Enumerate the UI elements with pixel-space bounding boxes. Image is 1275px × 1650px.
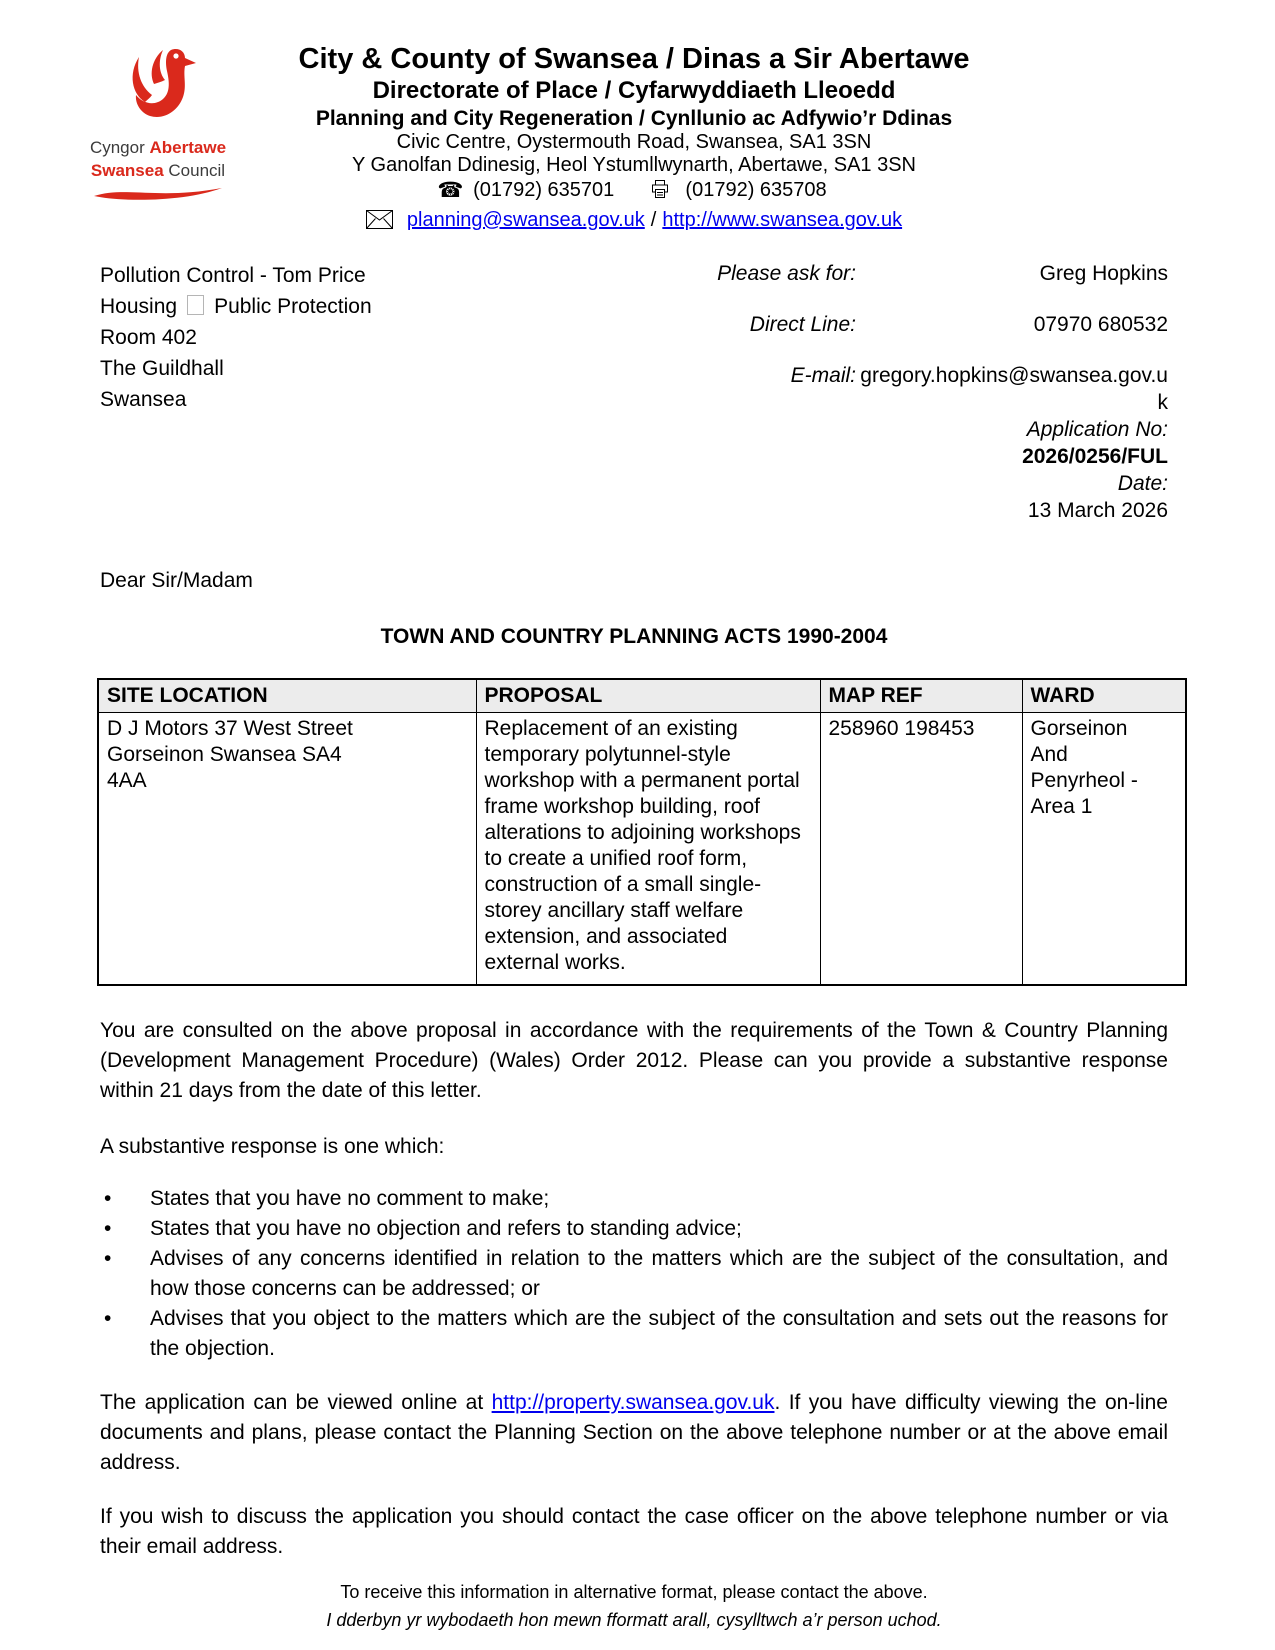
recipient-line-5: Swansea: [100, 388, 187, 411]
missing-glyph-box: [187, 295, 204, 315]
bullet-item: [100, 1304, 1168, 1364]
envelope-icon: [366, 210, 393, 229]
bullet-dot: •: [104, 1247, 112, 1270]
bullet-dot: •: [104, 1217, 112, 1240]
address-english: Civic Centre, Oystermouth Road, Swansea, SA1 3SN: [396, 131, 872, 153]
info-row: [100, 260, 1168, 524]
recipient-block: [100, 260, 686, 524]
website-link[interactable]: http://www.swansea.gov.uk: [662, 209, 903, 231]
application-no-value: 2026/0256/FUL: [1022, 445, 1168, 468]
recipient-line-2b: Public Protection: [214, 295, 372, 318]
proposal-text: Replacement of an existing temporary polytunnel-style workshop with a permanent portal frame workshop building, roof alterations to adjoining workshops to create a unified roof form, construction of a small single-storey ancillary staff welfare extension, and associated external works.: [484, 717, 801, 974]
recipient-line-4: The Guildhall: [100, 357, 224, 380]
fax-icon: [650, 179, 670, 199]
application-link[interactable]: http://property.swansea.gov.uk: [491, 1391, 775, 1414]
table-header-proposal: PROPOSAL: [476, 679, 820, 713]
table-header-ward: WARD: [1022, 679, 1186, 713]
logo-cyngor: Cyngor: [89, 138, 145, 157]
bullet-item: [100, 1214, 1168, 1244]
email-row: [686, 362, 1168, 416]
swan-phoenix-icon: [119, 46, 197, 136]
bullet-text-4: Advises that you object to the matters which are the subject of the consultation and sets out the reasons for the objection.: [150, 1307, 1168, 1360]
phone-fax-line: [100, 178, 1168, 203]
proposal-cell: [476, 713, 820, 986]
table-header-row: [98, 679, 1186, 713]
footer: [100, 1578, 1168, 1634]
ward-cell: [1022, 713, 1186, 986]
ask-for-row: [686, 260, 1168, 287]
bullet-dot: •: [104, 1187, 112, 1210]
phone-number: (01792) 635701: [473, 179, 615, 201]
site-location-cell: [98, 713, 476, 986]
page-title: City & County of Swansea / Dinas a Sir Abertawe: [298, 43, 970, 75]
substantive-intro: A substantive response is one which:: [100, 1135, 445, 1158]
recipient-line-2a: Housing: [100, 295, 178, 318]
bullet-text-1: States that you have no comment to make;: [150, 1187, 550, 1210]
view-online-before: The application can be viewed online at: [100, 1391, 492, 1414]
recipient-line-1: Pollution Control - Tom Price: [100, 264, 366, 287]
planning-acts-heading: TOWN AND COUNTRY PLANNING ACTS 1990-2004: [380, 625, 888, 648]
bullet-item: [100, 1184, 1168, 1214]
phone-icon: ☎: [437, 178, 464, 202]
address-welsh: Y Ganolfan Ddinesig, Heol Ystumllwynarth, Abertawe, SA1 3SN: [351, 154, 916, 176]
logo-swansea: Swansea: [90, 161, 164, 180]
footer-alt-format-en: To receive this information in alternative format, please contact the above.: [340, 1582, 928, 1602]
ask-for-value: Greg Hopkins: [1039, 262, 1168, 285]
table-header-site-location: SITE LOCATION: [98, 679, 476, 713]
footer-alt-format-cy: I dderbyn yr wybodaeth hon mewn fformatt arall, cysylltwch a’r person uchod.: [326, 1610, 942, 1630]
directorate-subtitle: Directorate of Place / Cyfarwyddiaeth Lleoedd: [372, 77, 896, 104]
consultation-table: [97, 678, 1187, 986]
view-online-paragraph: [100, 1388, 1168, 1478]
bullet-item: [100, 1244, 1168, 1304]
ask-for-label: Please ask for:: [717, 262, 856, 285]
table-header-map-ref: MAP REF: [820, 679, 1022, 713]
salutation: Dear Sir/Madam: [100, 569, 253, 592]
logo-council: Council: [168, 161, 226, 180]
bullet-text-2: States that you have no objection and refers to standing advice;: [150, 1217, 742, 1240]
recipient-line-2: [100, 291, 686, 322]
letterhead: [100, 0, 1168, 234]
direct-line-value: 07970 680532: [1033, 313, 1168, 336]
date-label: Date:: [1117, 472, 1168, 495]
bullet-text-3: Advises of any concerns identified in relation to the matters which are the subject of the consultation, and how those concerns can be addressed; or: [150, 1247, 1168, 1300]
email-value: gregory.hopkins@swansea.gov.uk: [860, 364, 1168, 414]
application-no-label: Application No:: [1026, 418, 1168, 441]
council-logo: [88, 46, 228, 202]
logo-swoosh-icon: [92, 185, 224, 202]
email-label: E-mail:: [790, 364, 856, 387]
date-value: 13 March 2026: [1027, 499, 1168, 522]
ward-text: Gorseinon And Penyrheol - Area 1: [1030, 717, 1138, 818]
bullet-list: [100, 1184, 1168, 1364]
link-separator: /: [650, 209, 657, 231]
map-ref-cell: 258960 198453: [820, 713, 1022, 986]
recipient-line-3: Room 402: [100, 326, 197, 349]
site-location-text: D J Motors 37 West Street Gorseinon Swansea SA4 4AA: [107, 717, 353, 792]
logo-abertawe: Abertawe: [149, 138, 227, 157]
consultation-paragraph: You are consulted on the above proposal in accordance with the requirements of the Town & Country Planning (Development Management Procedure) (Wales) Order 2012. Please can you provide a substantive response within 21 days from the date of this letter.: [100, 1019, 1168, 1102]
bullet-dot: •: [104, 1307, 112, 1330]
fax-number: (01792) 635708: [685, 179, 827, 201]
direct-line-label: Direct Line:: [749, 313, 856, 336]
discuss-paragraph: If you wish to discuss the application you should contact the case officer on the above telephone number or via their email address.: [100, 1505, 1168, 1558]
table-row: [98, 713, 1186, 986]
view-online-after: . If you have difficulty viewing the on-line documents and plans, please contact the Planning Section on the above telephone number or at the above email address.: [100, 1391, 1168, 1474]
meta-block: [686, 260, 1168, 524]
direct-line-row: [686, 311, 1168, 338]
logo-text: [88, 136, 228, 182]
department-line: Planning and City Regeneration / Cynllunio ac Adfywio’r Ddinas: [315, 107, 953, 130]
email-link[interactable]: planning@swansea.gov.uk: [406, 209, 645, 231]
email-web-line: [100, 206, 1168, 234]
